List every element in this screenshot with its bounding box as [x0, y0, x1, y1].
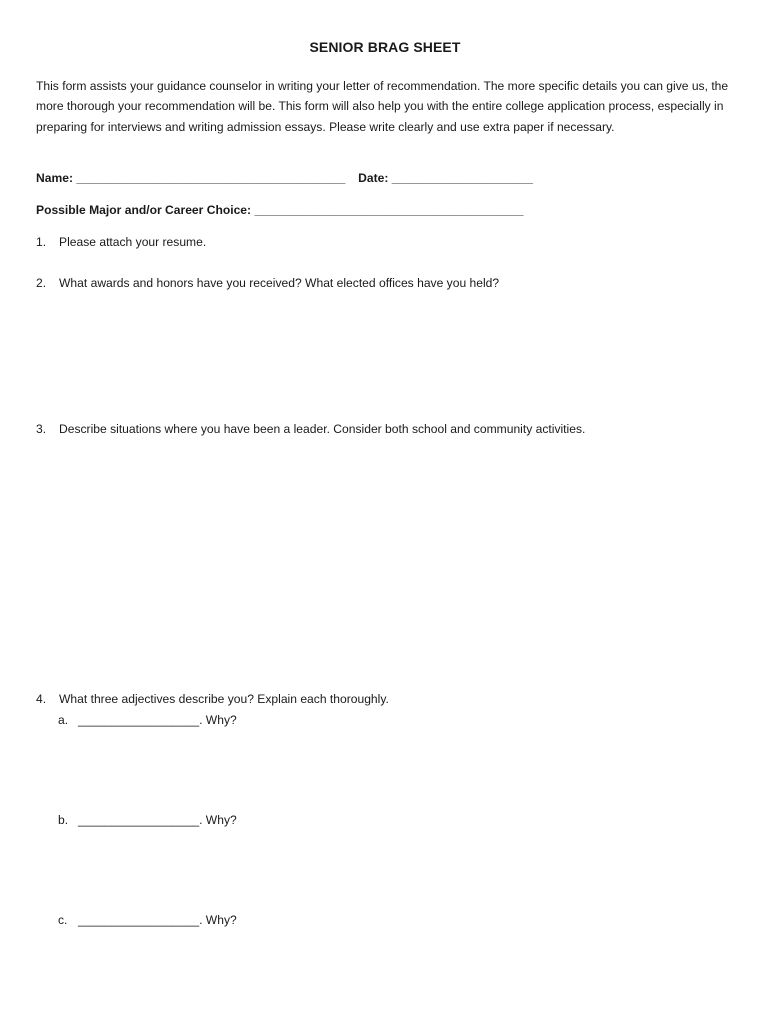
name-label: Name:: [36, 171, 73, 185]
why-prompt: . Why?: [199, 713, 237, 727]
adjective-c: [58, 913, 237, 927]
adjective-field[interactable]: __________________: [78, 913, 200, 927]
adjective-letter: c.: [58, 913, 68, 927]
question-number: 4.: [36, 692, 47, 706]
intro-paragraph: This form assists your guidance counselor in writing your letter of recommendation. The more specific details you can give us, the more thorough your recommendation will be. This form will also help you with the entire college application process, especially in preparing for interviews and writing admission essays. Please write clearly and use extra paper if necessary.: [36, 79, 729, 134]
adjective-field[interactable]: __________________: [78, 813, 200, 827]
question-4: [36, 692, 389, 706]
question-text: Describe situations where you have been a leader. Consider both school and community activities.: [59, 422, 586, 436]
question-2: [36, 276, 499, 290]
date-label: Date:: [358, 171, 389, 185]
question-number: 3.: [36, 422, 47, 436]
why-prompt: . Why?: [199, 813, 237, 827]
name-date-row: [36, 171, 533, 185]
question-number: 2.: [36, 276, 47, 290]
question-text: What awards and honors have you received? What elected offices have you held?: [59, 276, 500, 290]
date-field[interactable]: _____________________: [391, 171, 534, 185]
adjective-field[interactable]: __________________: [78, 713, 200, 727]
question-number: 1.: [36, 235, 47, 249]
adjective-b: [58, 813, 237, 827]
name-field[interactable]: ________________________________________: [76, 171, 346, 185]
adjective-letter: a.: [58, 713, 69, 727]
why-prompt: . Why?: [199, 913, 237, 927]
major-row: [36, 203, 523, 217]
major-label: Possible Major and/or Career Choice:: [36, 203, 252, 217]
question-3: [36, 422, 585, 436]
question-text: Please attach your resume.: [59, 235, 207, 249]
page-title: SENIOR BRAG SHEET: [309, 39, 461, 55]
question-1: [36, 235, 206, 249]
adjective-a: [58, 713, 237, 727]
major-field[interactable]: ________________________________________: [254, 203, 524, 217]
question-text: What three adjectives describe you? Explain each thoroughly.: [59, 692, 389, 706]
adjective-letter: b.: [58, 813, 69, 827]
